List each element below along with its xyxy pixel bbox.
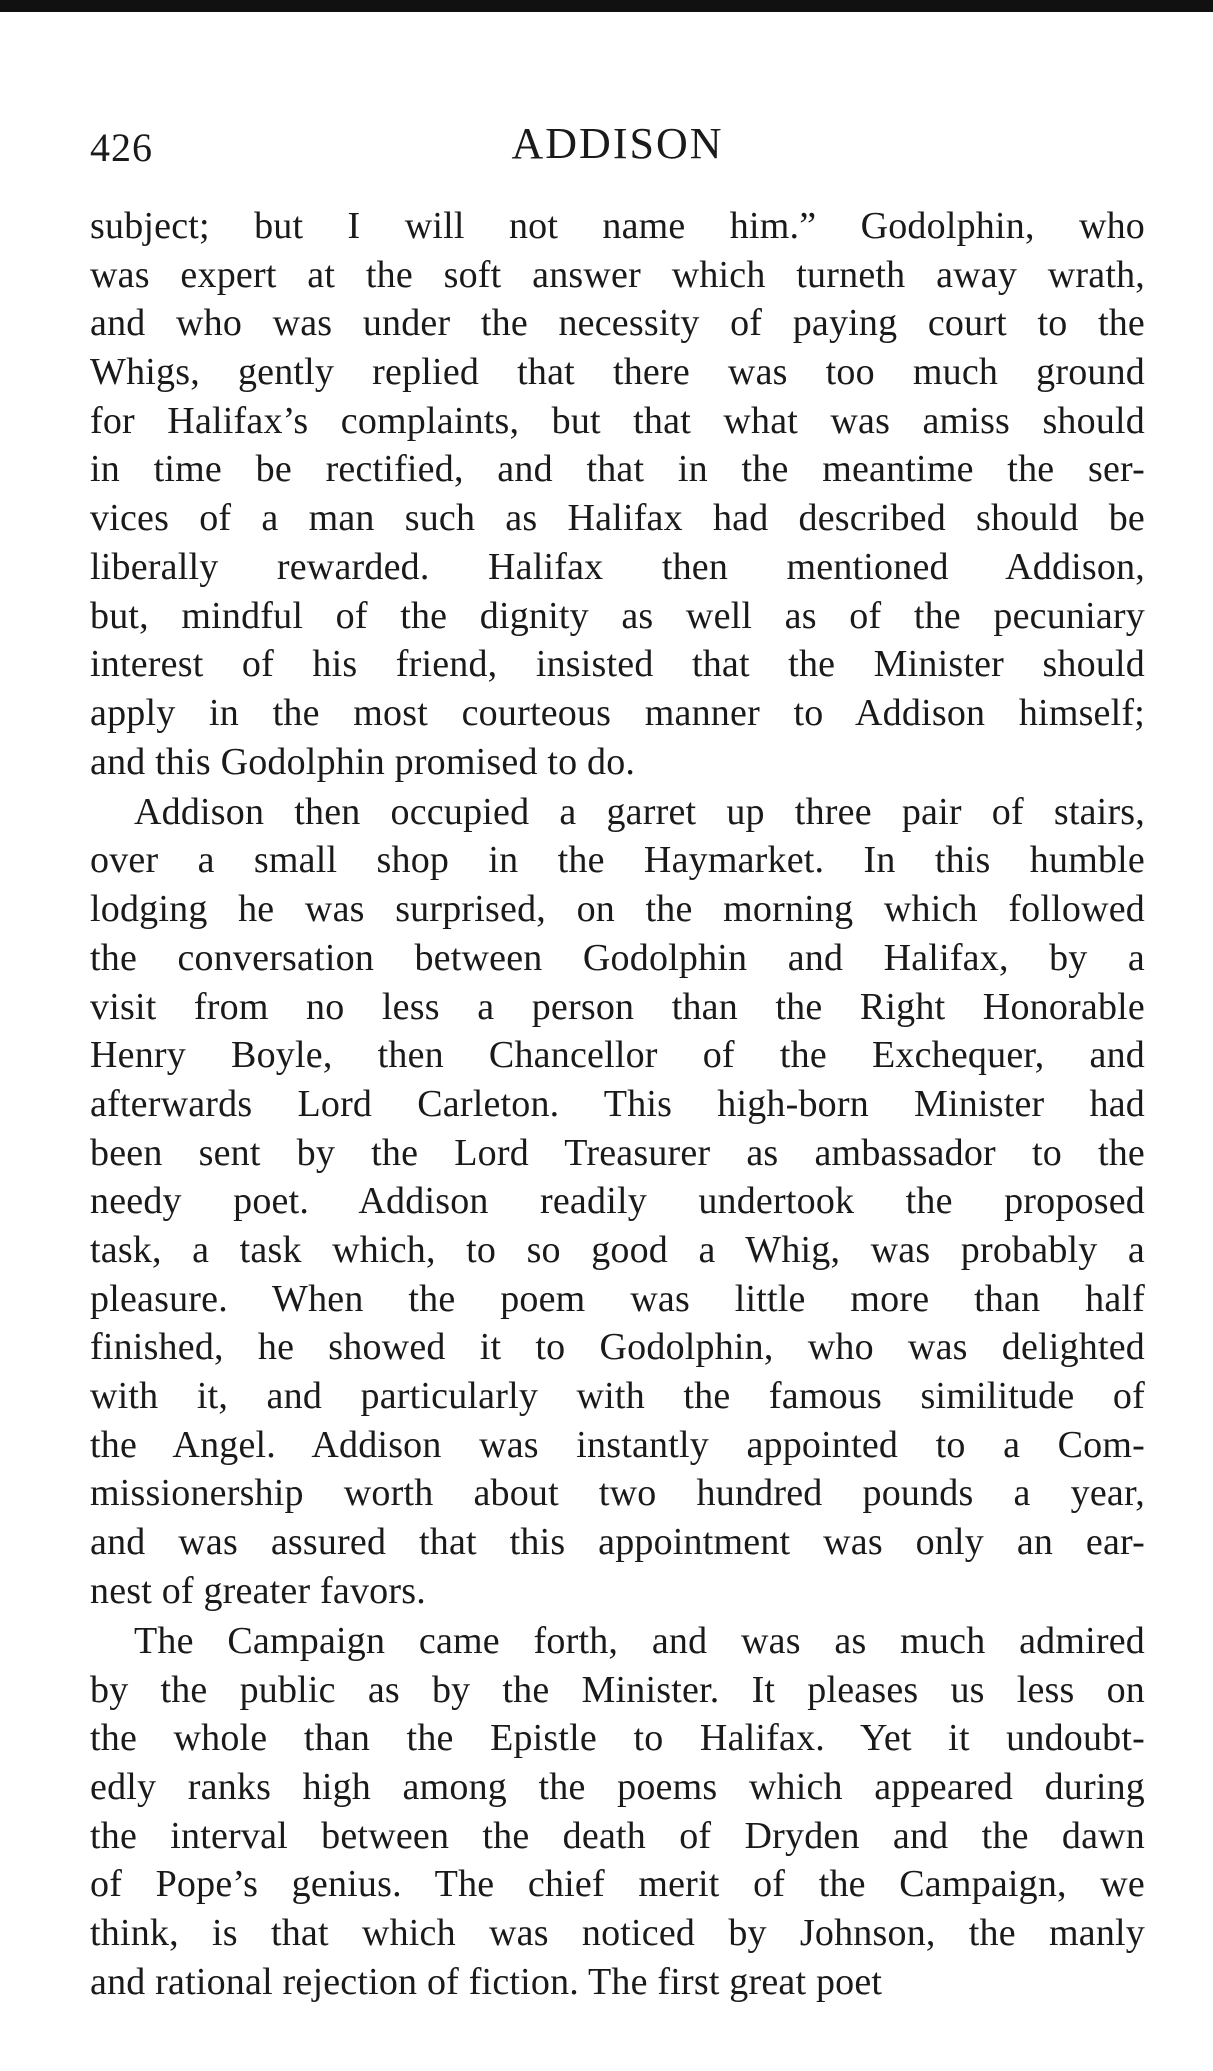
text-line: lodging he was surprised, on the morning which followed	[90, 888, 1145, 931]
page-number: 426	[90, 125, 153, 170]
text-line: the Angel. Addison was instantly appointed to a Com-	[90, 1423, 1145, 1466]
paragraph	[90, 788, 1145, 1616]
text-line: over a small shop in the Haymarket. In this humble	[90, 839, 1145, 882]
text-line: visit from no less a person than the Right Honorable	[90, 985, 1145, 1028]
text-line: was expert at the soft answer which turneth away wrath,	[90, 253, 1145, 296]
text-line: finished, he showed it to Godolphin, who was delighted	[90, 1326, 1145, 1369]
running-title: ADDISON	[511, 119, 724, 168]
text-line: with it, and particularly with the famous similitude of	[90, 1375, 1145, 1417]
text-line: subject; but I will not name him.” Godolphin, who	[90, 205, 1145, 247]
text-line: the interval between the death of Dryden and the dawn	[90, 1814, 1145, 1857]
text-line: task, a task which, to so good a Whig, was probably a	[90, 1228, 1145, 1271]
text-line: and who was under the necessity of paying court to the	[90, 302, 1145, 345]
text-line: and rational rejection of fiction. The first great poet	[90, 1960, 883, 2003]
text-line: the conversation between Godolphin and Halifax, by a	[90, 936, 1145, 979]
text-line: of Pope’s genius. The chief merit of the Campaign, we	[90, 1863, 1145, 1906]
text-line: and this Godolphin promised to do.	[90, 740, 636, 783]
text-line: vices of a man such as Halifax had described should be	[90, 497, 1145, 540]
text-line: and was assured that this appointment was only an ear-	[90, 1521, 1145, 1564]
text-line: Henry Boyle, then Chancellor of the Exchequer, and	[90, 1034, 1145, 1077]
text-line: missionership worth about two hundred pounds a year,	[90, 1472, 1145, 1515]
text-line: edly ranks high among the poems which appeared during	[90, 1766, 1145, 1808]
text-line: interest of his friend, insisted that the Minister should	[90, 643, 1145, 686]
text-line: needy poet. Addison readily undertook the proposed	[90, 1180, 1145, 1223]
paragraph	[90, 202, 1145, 786]
text-line: in time be rectified, and that in the meantime the ser-	[90, 448, 1145, 491]
text-line: liberally rewarded. Halifax then mentioned Addison,	[90, 545, 1145, 588]
top-border-rule	[0, 0, 1213, 12]
text-line: afterwards Lord Carleton. This high-born Minister had	[90, 1082, 1145, 1125]
text-line: Addison then occupied a garret up three pair of stairs,	[134, 790, 1145, 833]
body-text	[90, 202, 1145, 2006]
text-line: apply in the most courteous manner to Addison himself;	[90, 691, 1145, 734]
text-line: the whole than the Epistle to Halifax. Yet it undoubt-	[90, 1717, 1145, 1760]
paragraph	[90, 1617, 1145, 2007]
text-line: but, mindful of the dignity as well as of the pecuniary	[90, 594, 1145, 637]
text-line: nest of greater favors.	[90, 1569, 426, 1612]
text-line: been sent by the Lord Treasurer as ambassador to the	[90, 1131, 1145, 1174]
running-head	[90, 118, 1145, 178]
text-line: The Campaign came forth, and was as much admired	[134, 1619, 1145, 1662]
text-line: by the public as by the Minister. It pleases us less on	[90, 1668, 1145, 1711]
text-line: for Halifax’s complaints, but that what was amiss should	[90, 399, 1145, 442]
text-line: Whigs, gently replied that there was too much ground	[90, 351, 1145, 394]
text-line: pleasure. When the poem was little more than half	[90, 1277, 1145, 1320]
text-line: think, is that which was noticed by Johnson, the manly	[90, 1912, 1145, 1955]
